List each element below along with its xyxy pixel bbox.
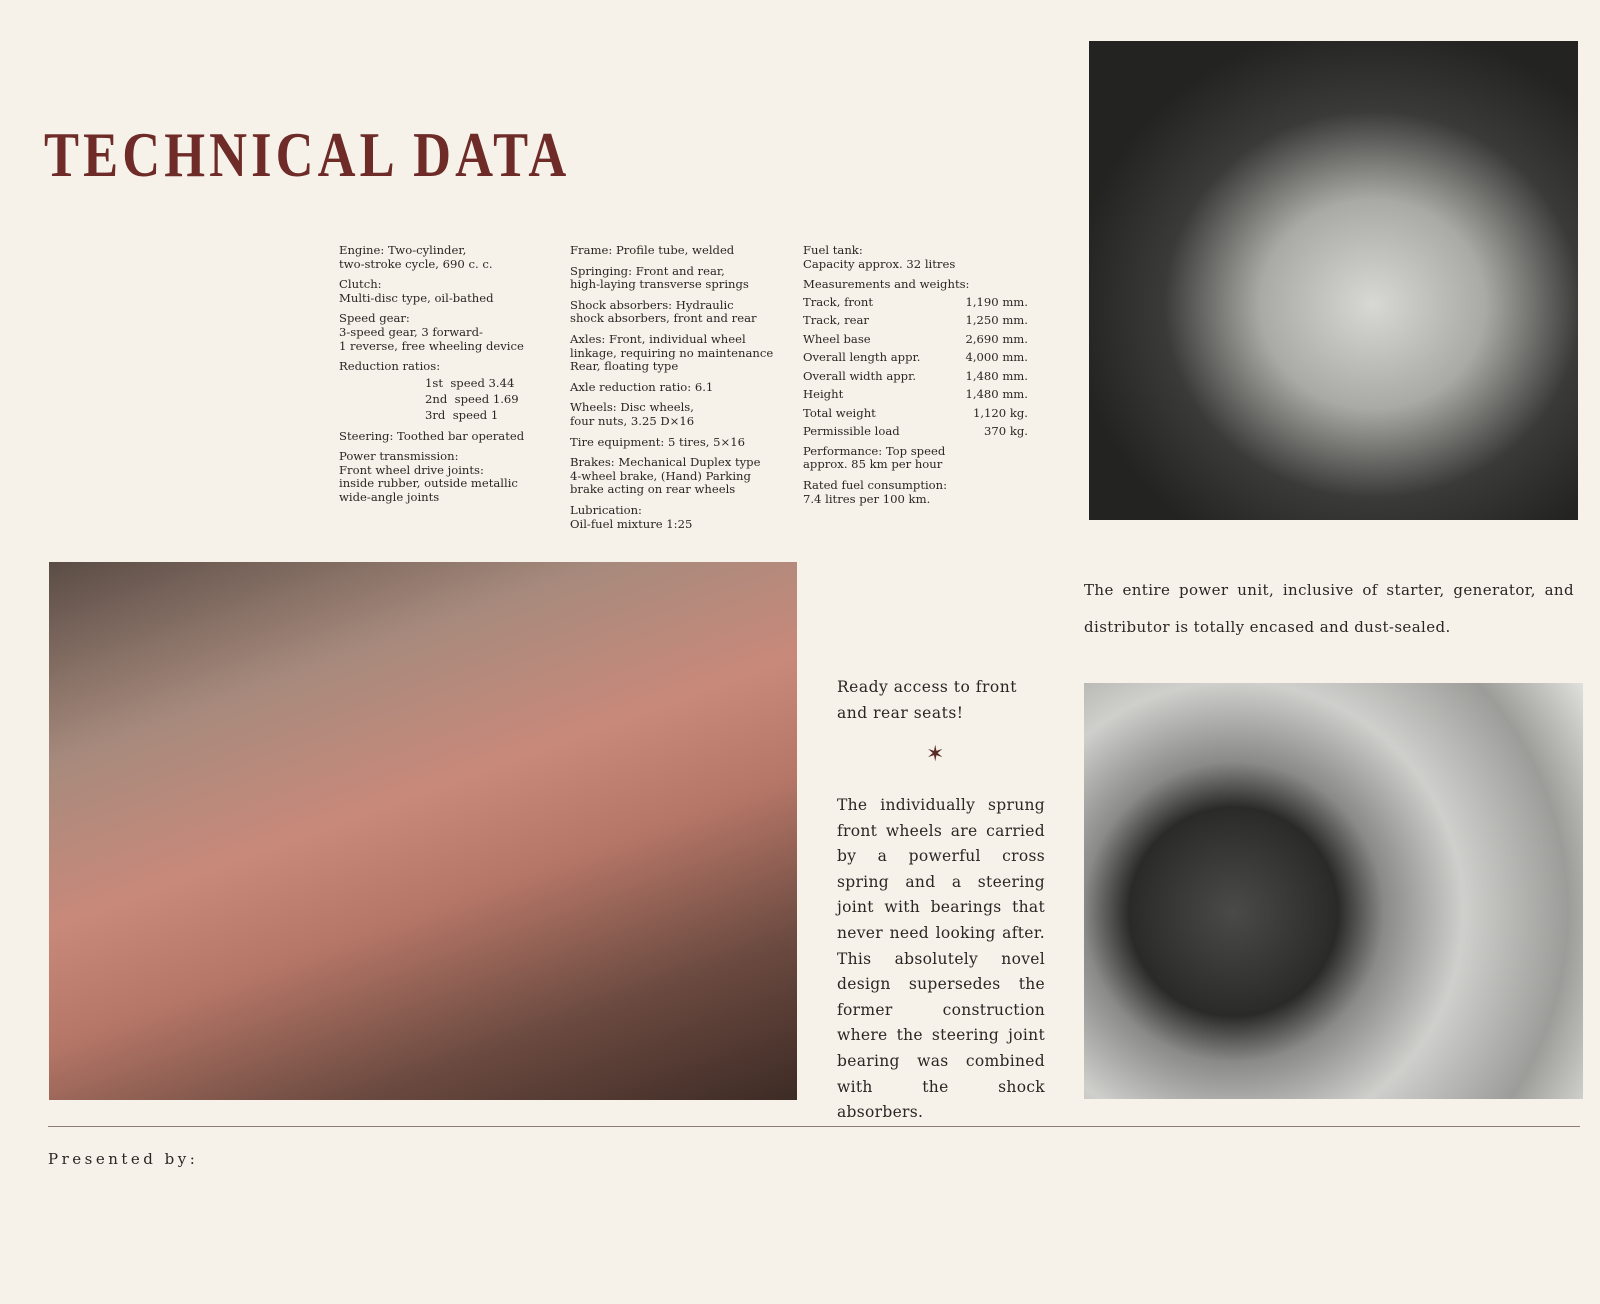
measurement-row [803, 296, 1028, 310]
front-suspension-photo [1084, 683, 1583, 1099]
measurement-row [803, 314, 1028, 328]
spec-item: Tire equipment: 5 tires, 5×16 [570, 434, 745, 449]
divider [48, 1126, 1580, 1127]
spec-power-transmission: Power transmission: Front wheel drive joints: inside rubber, outside metallic wide-angle joints [339, 449, 518, 504]
spec-item: Shock absorbers: Hydraulic shock absorbers, front and rear [570, 297, 757, 326]
car-interior-photo [49, 562, 797, 1100]
presented-by-label: Presented by: [48, 1150, 199, 1168]
measurement-label: Wheel base [803, 331, 871, 346]
spec-clutch: Clutch: Multi-disc type, oil-bathed [339, 277, 494, 305]
spec-consumption: Rated fuel consumption: 7.4 litres per 100 km. [803, 477, 948, 506]
measurement-value: 370 kg. [984, 424, 1028, 439]
spec-measurements-label: Measurements and weights: [803, 277, 970, 292]
measurement-value: 2,690 mm. [965, 331, 1028, 346]
ratio-1: 1st speed 3.44 [425, 375, 515, 390]
measurement-label: Track, rear [803, 313, 869, 328]
spec-speed-gear: Speed gear: 3-speed gear, 3 forward- 1 reverse, free wheeling device [339, 311, 524, 353]
measurement-value: 1,120 kg. [972, 405, 1028, 420]
page-title: TECHNICAL DATA [44, 119, 571, 190]
spec-fuel-tank: Fuel tank: Capacity approx. 32 litres [803, 243, 956, 271]
spec-item: Springing: Front and rear, high-laying transverse springs [570, 263, 749, 292]
measurement-value: 1,190 mm. [965, 294, 1028, 309]
spec-reduction-label: Reduction ratios: [339, 359, 441, 374]
measurement-row [803, 388, 1028, 402]
spec-steering: Steering: Toothed bar operated [339, 428, 525, 443]
ratio-2: 2nd speed 1.69 [425, 391, 519, 406]
spec-item: Axles: Front, individual wheel linkage, requiring no maintenance Rear, floating type [570, 331, 774, 374]
spec-item: Brakes: Mechanical Duplex type 4-wheel brake, (Hand) Parking brake acting on rear wheels [570, 455, 761, 497]
measurements-table [803, 296, 1028, 439]
measurement-row [803, 333, 1028, 347]
measurement-row [803, 425, 1028, 439]
engine-photo [1089, 41, 1578, 520]
measurement-label: Permissible load [803, 424, 900, 439]
spec-item: Axle reduction ratio: 6.1 [570, 379, 714, 394]
spec-engine: Engine: Two-cylinder, two-stroke cycle, 690 c. c. [339, 243, 493, 271]
spec-column-2 [570, 244, 800, 538]
spec-column-3 [803, 244, 1028, 513]
engine-caption: The entire power unit, inclusive of starter, generator, and distributor is totally encased and dust-sealed. [1084, 581, 1574, 636]
suspension-description: The individually sprung front wheels are carried by a powerful cross spring and a steering joint with bearings that never need looking after. This absolutely novel design supersedes the former construction where the steering joint bearing was combined with the shock absorbers. [837, 796, 1045, 1122]
spec-column-1 [339, 244, 569, 512]
spec-item: Frame: Profile tube, welded [570, 243, 735, 257]
measurement-label: Overall length appr. [803, 350, 921, 365]
ratio-3: 3rd speed 1 [425, 407, 499, 422]
measurement-label: Total weight [803, 405, 876, 420]
ready-access-text: Ready access to front and rear seats! [837, 678, 1017, 722]
spec-item: Lubrication: Oil-fuel mixture 1:25 [570, 502, 693, 531]
measurement-value: 1,480 mm. [965, 368, 1028, 383]
measurement-label: Track, front [803, 294, 874, 309]
star-icon: ✶ [926, 742, 945, 767]
spec-performance: Performance: Top speed approx. 85 km per hour [803, 443, 946, 472]
measurement-row [803, 370, 1028, 384]
measurement-label: Height [803, 387, 844, 402]
measurement-row [803, 351, 1028, 365]
measurement-row [803, 407, 1028, 421]
measurement-value: 1,480 mm. [965, 387, 1028, 402]
measurement-value: 1,250 mm. [965, 313, 1028, 328]
measurement-label: Overall width appr. [803, 368, 917, 383]
spec-item: Wheels: Disc wheels, four nuts, 3.25 D×16 [570, 400, 695, 428]
measurement-value: 4,000 mm. [965, 350, 1028, 365]
